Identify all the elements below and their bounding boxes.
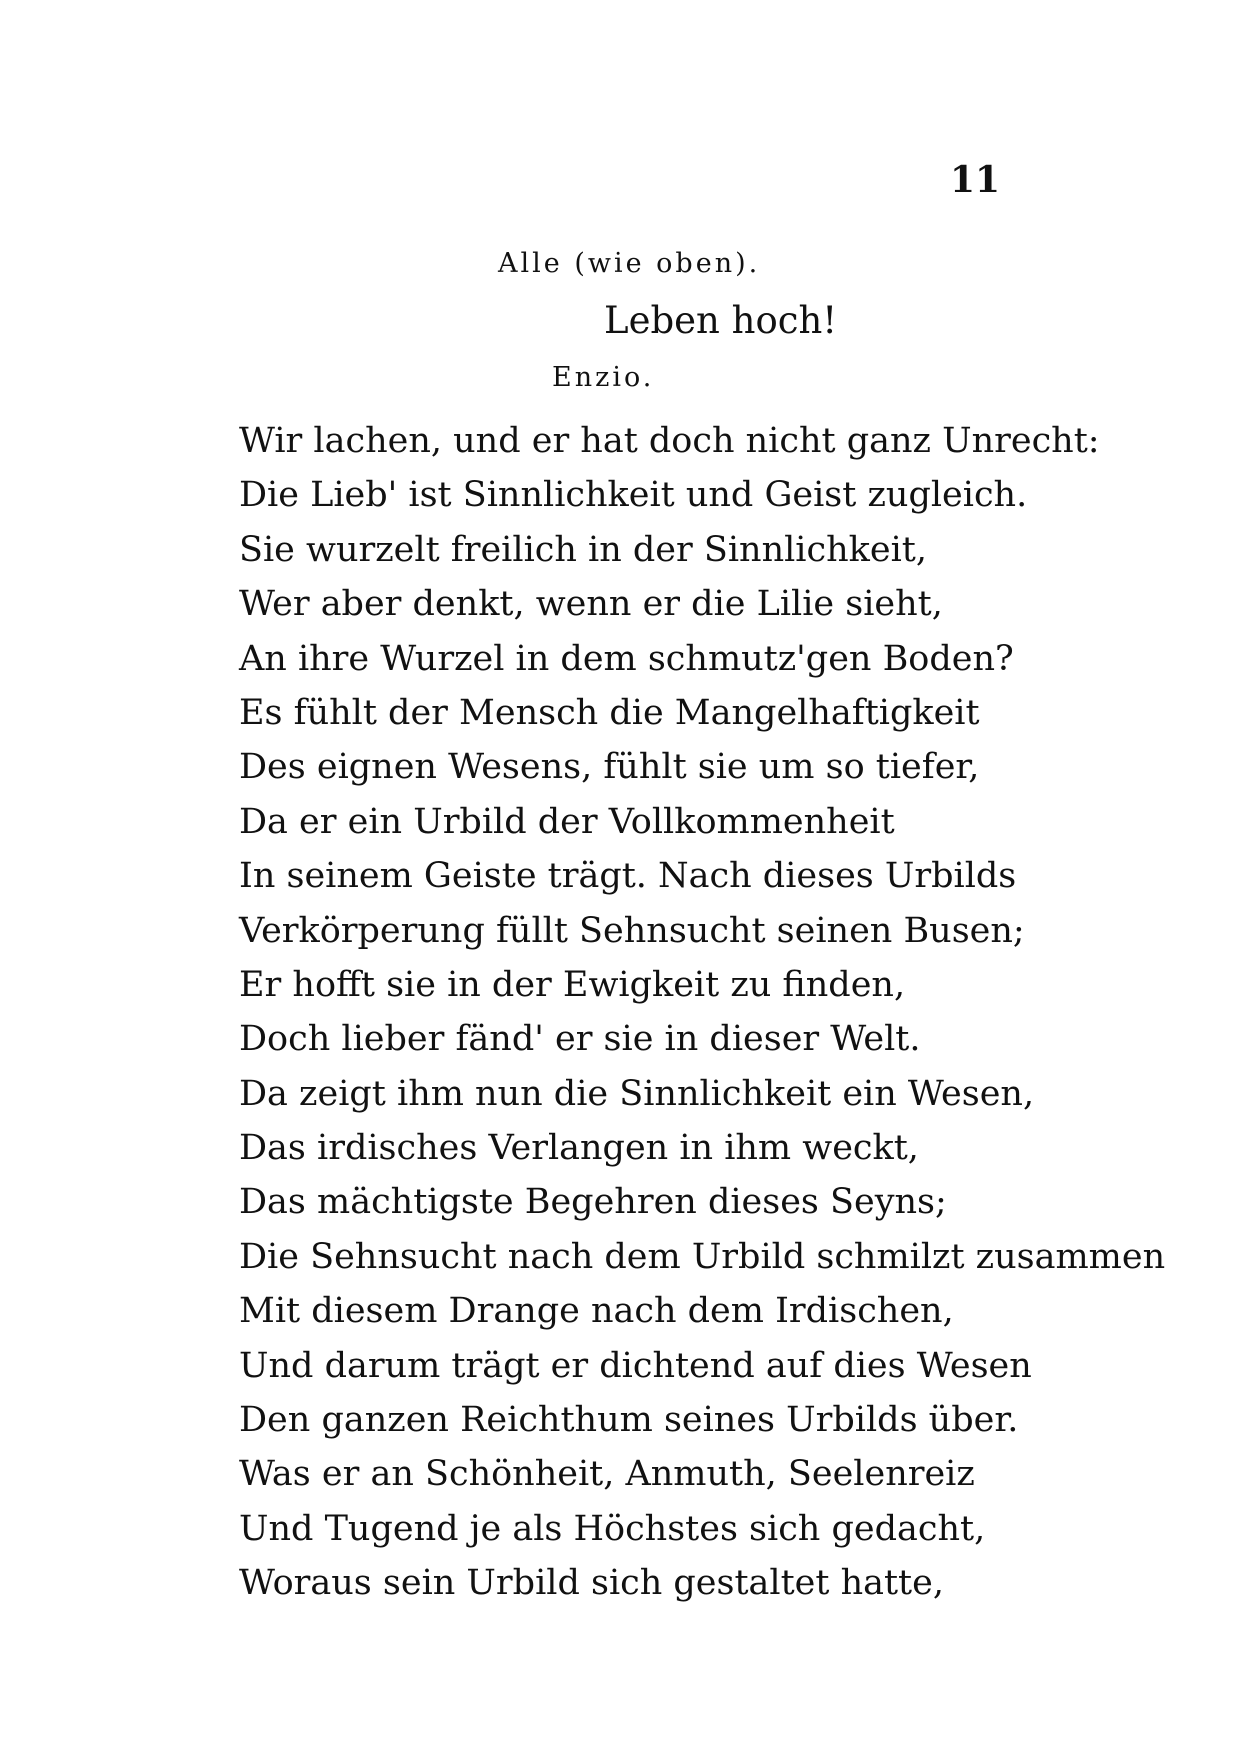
verse-line: Wer aber denkt, wenn er die Lilie sieht, (239, 584, 943, 625)
verse-line: Da er ein Urbild der Vollkommenheit (239, 801, 895, 842)
verse-line: Sie wurzelt freilich in der Sinnlichkeit, (239, 529, 927, 570)
verse-line: Es fühlt der Mensch die Mangelhaftigkeit (239, 692, 980, 733)
verse-block (239, 414, 1166, 1611)
verse-line: Des eignen Wesens, fühlt sie um so tiefer, (239, 747, 980, 788)
verse-line: Verkörperung füllt Sehnsucht seinen Busen; (239, 910, 1025, 951)
verse-line: Die Sehnsucht nach dem Urbild schmilzt zusammen (239, 1236, 1166, 1277)
verse-line: Die Lieb' ist Sinnlichkeit und Geist zugleich. (239, 475, 1028, 516)
verse-line: Den ganzen Reichthum seines Urbilds über. (239, 1400, 1019, 1441)
verse-line: Da zeigt ihm nun die Sinnlichkeit ein Wesen, (239, 1073, 1035, 1114)
stage-direction-alle: Alle (wie oben). (498, 248, 761, 279)
verse-line: Er hofft sie in der Ewigkeit zu finden, (239, 964, 906, 1005)
verse-line: Mit diesem Drange nach dem Irdischen, (239, 1291, 954, 1332)
verse-line: Wir lachen, und er hat doch nicht ganz Unrecht: (239, 421, 1100, 461)
verse-line: Und darum trägt er dichtend auf dies Wesen (239, 1345, 1032, 1386)
verse-line: Woraus sein Urbild sich gestaltet hatte, (239, 1563, 944, 1604)
verse-line: An ihre Wurzel in dem schmutz'gen Boden? (239, 638, 1014, 679)
speaker-name-enzio: Enzio. (552, 362, 655, 393)
verse-line: Das irdisches Verlangen in ihm weckt, (239, 1128, 919, 1169)
page-number: 11 (950, 159, 1001, 201)
verse-line: Das mächtigste Begehren dieses Seyns; (239, 1182, 947, 1223)
verse-line: In seinem Geiste trägt. Nach dieses Urbilds (239, 856, 1017, 897)
speech-leben-hoch: Leben hoch! (604, 299, 838, 342)
verse-line: Doch lieber fänd' er sie in dieser Welt. (239, 1019, 921, 1060)
verse-line: Und Tugend je als Höchstes sich gedacht, (239, 1508, 986, 1549)
verse-line: Was er an Schönheit, Anmuth, Seelenreiz (239, 1454, 975, 1495)
